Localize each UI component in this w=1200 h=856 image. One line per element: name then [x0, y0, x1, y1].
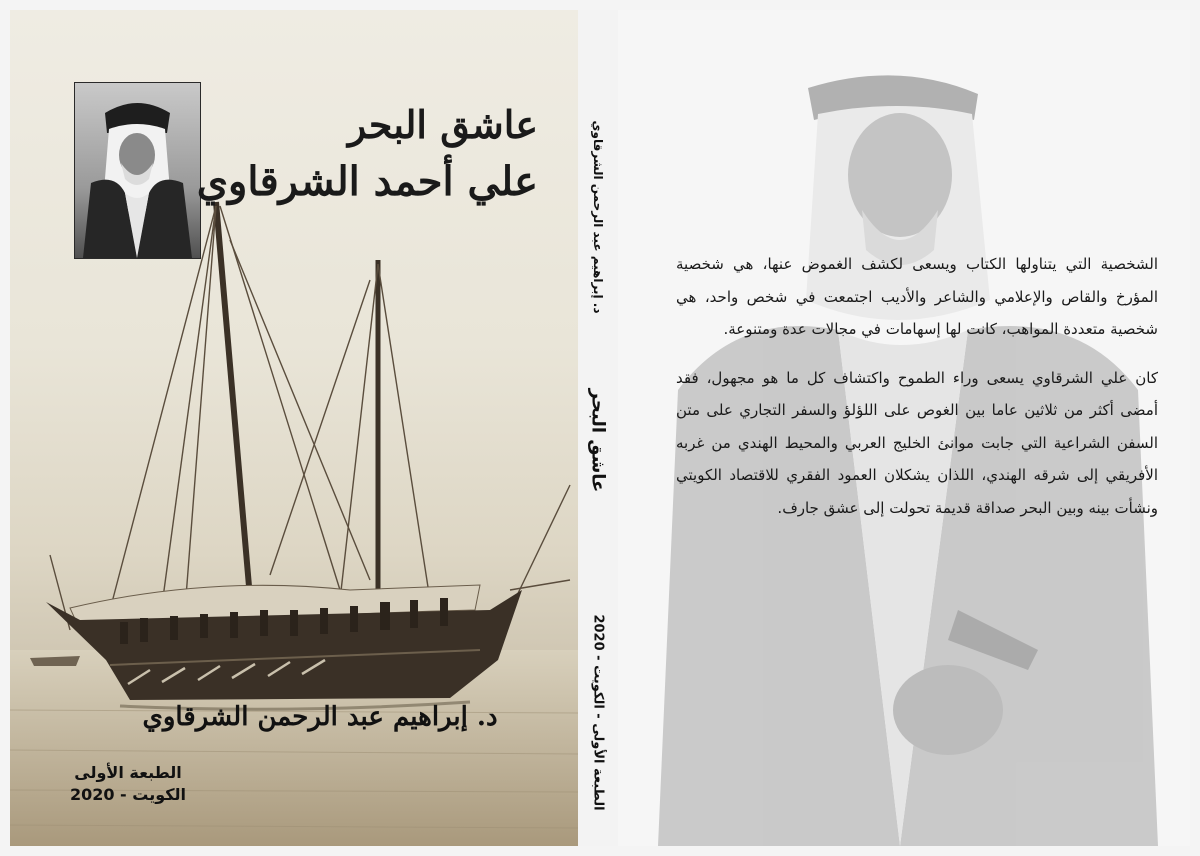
back-cover-blurb	[676, 248, 1158, 540]
blurb-paragraph-1: الشخصية التي يتناولها الكتاب ويسعى لكشف الغموض عنها، هي شخصية المؤرخ والقاص والإعلامي والشاعر والأديب اجتمعت في شخص واحد، هي شخصية متعددة المواهب، كانت لها إسهامات في مجالات عدة ومتنوعة.	[676, 255, 1158, 338]
edition-info	[68, 762, 188, 806]
edition-line-1: الطبعة الأولى	[74, 763, 182, 782]
front-cover	[10, 10, 578, 846]
back-cover	[618, 10, 1190, 846]
spine-author: د. إبراهيم عبد الرحمن الشرقاوي	[591, 120, 605, 314]
spine-title: عاشق البحر	[587, 388, 609, 493]
author-name: د. إبراهيم عبد الرحمن الشرقاوي	[142, 702, 498, 732]
author-portrait-photo	[74, 82, 201, 259]
edition-line-2: الكويت - 2020	[69, 785, 187, 804]
blurb-paragraph-2: كان علي الشرقاوي يسعى وراء الطموح واكتشاف كل ما هو مجهول، فقد أمضى أكثر من ثلاثين عاما بين الغوص على اللؤلؤ والسفر التجاري على متن السفن الشراعية التي جابت موانئ الخليج العربي والمحيط الهندي من غربه الأفريقي إلى شرقه الهندي، اللذان يشكلان العمود الفقري للاقتصاد الكويتي ونشأت بينه وبين البحر صداقة قديمة تحولت إلى عشق جارف.	[676, 368, 1158, 517]
book-title	[197, 98, 538, 212]
title-line-2: علي أحمد الشرقاوي	[196, 158, 538, 205]
book-spine	[578, 10, 618, 846]
title-line-1: عاشق البحر	[347, 102, 538, 147]
spine-edition: الطبعة الأولى - الكويت - 2020	[590, 614, 606, 811]
